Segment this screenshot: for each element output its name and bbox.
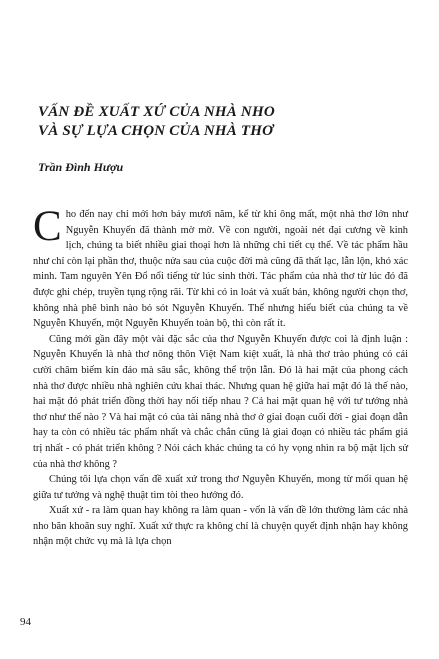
title-line-1: VẤN ĐỀ XUẤT XỨ CỦA NHÀ NHO [38, 104, 275, 120]
drop-cap: C [33, 203, 62, 250]
paragraph-1-text: ho đến nay chỉ mới hơn bảy mươi năm, kể từ khi ông mất, một nhà thơ lớn như Nguyễn Khuyến đã thành mờ mờ. Về con người, ngoài nét đại cương về kinh lịch, chúng ta biết nhiều giai thoại hơn là những chi tiết cụ thể. Về tác phẩm hầu như chỉ còn lại phần thơ, thuộc nửa sau của cuộc đời mà cũng đã thất lạc, lẫn lộn, khó xác minh. Tam nguyên Yên Đổ nổi tiếng từ lúc sinh thời. Tác phẩm của nhà thơ từ lúc đó đã được ghi chép, truyền tụng rộng rãi. Từ khi có in loát và xuất bản, không người chọn thơ, không nhà phê bình nào bỏ sót Nguyễn Khuyến. Thế nhưng hiểu biết của chúng ta về Nguyễn Khuyến, một Nguyễn Khuyến toàn bộ, thì còn rất ít. [33, 209, 408, 330]
article-title [38, 103, 408, 141]
paragraph-1 [33, 203, 408, 332]
paragraph-3: Chúng tôi lựa chọn vấn đề xuất xứ trong thơ Nguyễn Khuyến, mong từ mối quan hệ giữa tư tưởng và nghệ thuật tìm tòi theo hướng đó. [33, 474, 408, 501]
title-line-2: VÀ SỰ LỰA CHỌN CỦA NHÀ THƠ [38, 123, 274, 139]
paragraph-4: Xuất xứ - ra làm quan hay không ra làm quan - vốn là vấn đề lớn thường làm các nhà nho băn khoăn suy nghĩ. Xuất xứ thực ra không chỉ là chuyện quyết định nhận hay không nhận một chức vụ mà là lựa chọn [33, 505, 408, 548]
article-body [33, 203, 408, 550]
author-name: Trần Đình Hượu [38, 160, 124, 174]
page-number: 94 [20, 616, 31, 628]
paragraph-2: Cũng mới gần đây một vài đặc sắc của thơ Nguyễn Khuyến được coi là định luận : Nguyễn Khuyến là nhà thơ nông thôn Việt Nam kiệt xuất, là nhà thơ trào phúng có cái cười châm biếm kín đáo mà sâu sắc, không thể trộn lẫn. Đó là hai mặt của phong cách nhà thơ được nhiều nhà nghiên cứu khai thác. Nhưng quan hệ giữa hai mặt đó là thế nào, hai mặt đó phát triển đồng thời hay nối tiếp nhau ? Cả hai mặt quan hệ với tư tưởng nhà thơ như thế nào ? Và hai mặt có của tài năng nhà thơ ở giai đoạn cuối đời - giai đoạn dẫn hay ta còn có nhiều tác phẩm nhất và chắc chắn cũng là giai đoạn có nhiều tác phẩm giá trị nhất - có phát triển không ? Nói cách khác chúng ta có hy vọng nhìn ra bộ mặt lịch sử của nhà thơ không ? [33, 333, 408, 470]
